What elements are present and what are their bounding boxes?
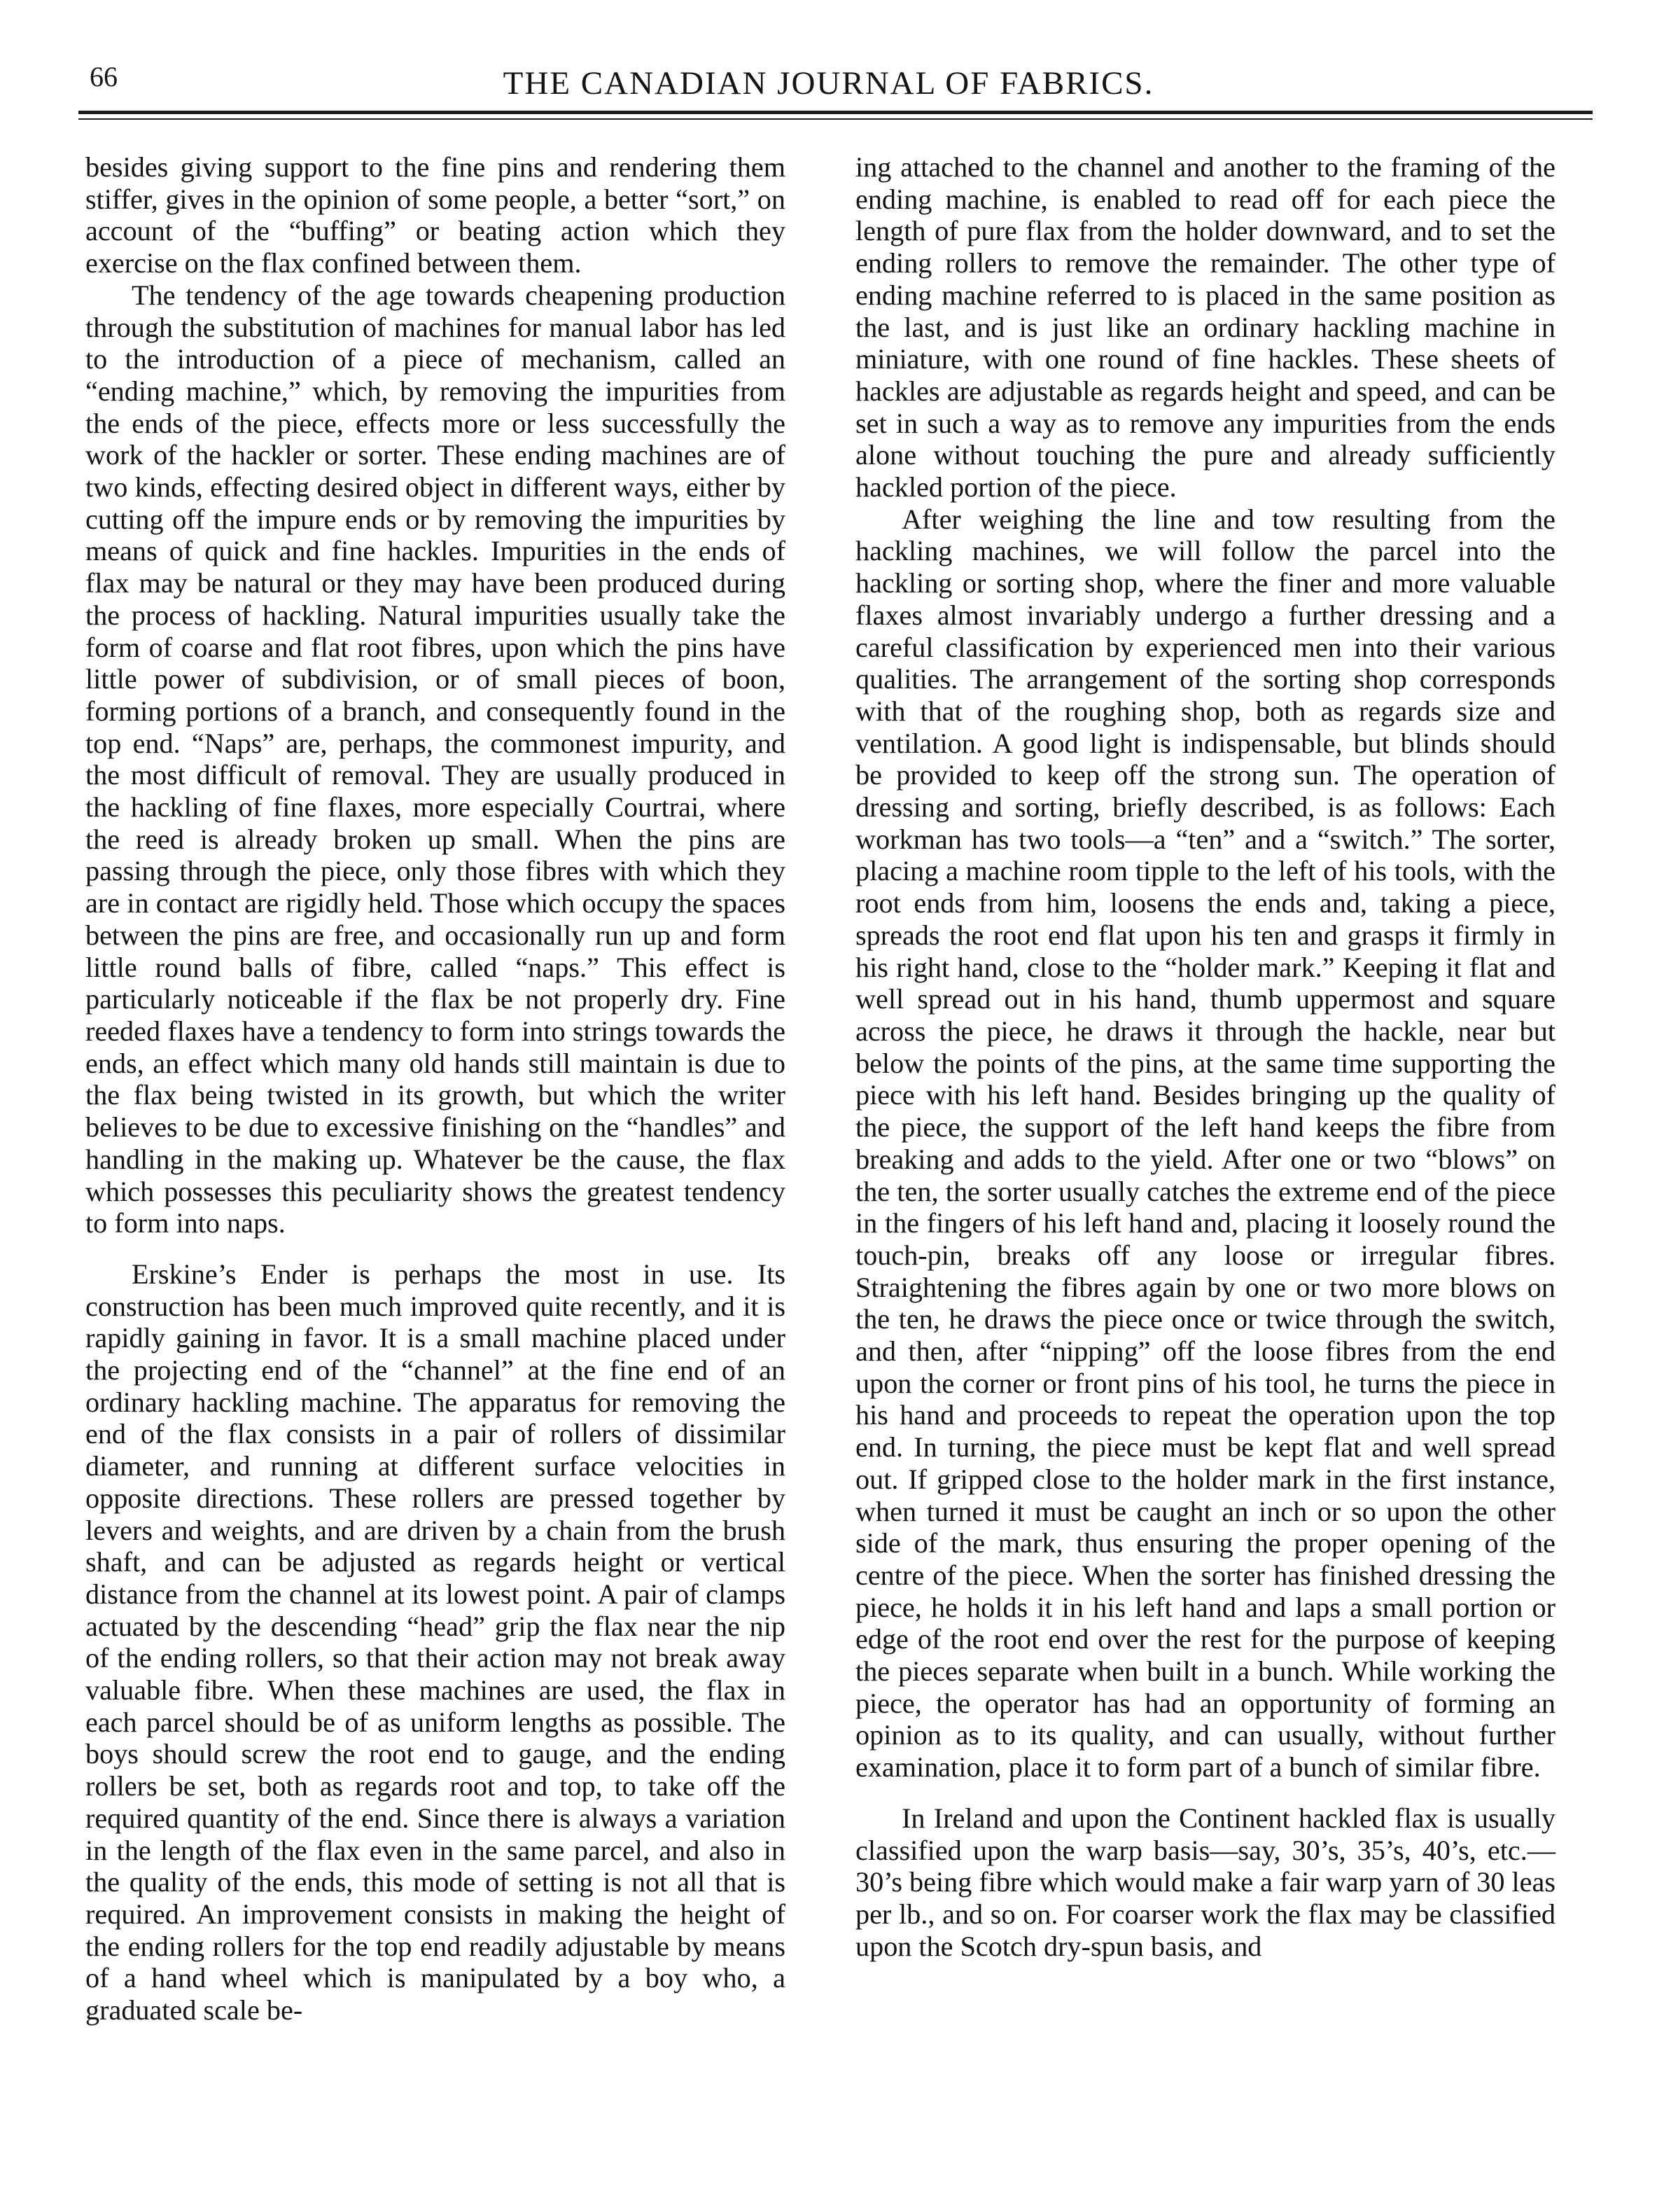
right-column xyxy=(855,151,1555,1962)
paragraph: In Ireland and upon the Continent hackled flax is usually classified upon the warp basis—say, 30’s, 35’s, 40’s, etc.—30’s being fibre which would make a fair warp yarn of 30 leas per lb., and so on. For coarser work the flax may be classified upon the Scotch dry-spun basis, and xyxy=(855,1802,1555,1962)
paragraph: ing attached to the channel and another to the framing of the ending machine, is enabled to read off for each piece the length of pure flax from the holder downward, and to set the ending rollers to remove the remainder. The other type of ending machine referred to is placed in the same position as the last, and is just like an ordinary hackling machine in miniature, with one round of fine hackles. These sheets of hackles are adjustable as regards height and speed, and can be set in such a way as to remove any impurities from the ends alone without touching the pure and already sufficiently hackled portion of the piece. xyxy=(855,151,1555,503)
paragraph: After weighing the line and tow resulting from the hackling machines, we will follow the parcel into the hackling or sorting shop, where the finer and more valuable flaxes almost invariably undergo a further dressing and a careful classification by experienced men into their various qualities. The arrangement of the sorting shop corresponds with that of the roughing shop, both as regards size and ventilation. A good light is indispensable, but blinds should be provided to keep off the strong sun. The operation of dressing and sorting, briefly described, is as follows: Each workman has two tools—a “ten” and a “switch.” The sorter, placing a machine room tipple to the left of his tools, with the root ends from him, loosens the ends and, taking a piece, spreads the root end flat upon his ten and grasps it firmly in his right hand, close to the “holder mark.” Keeping it flat and well spread out in his hand, thumb uppermost and square across the piece, he draws it through the hackle, near but below the points of the pins, at the same time supporting the piece with his left hand. Besides bringing up the quality of the piece, the support of the left hand keeps the fibre from breaking and adds to the yield. After one or two “blows” on the ten, the sorter usually catches the extreme end of the piece in the fingers of his left hand and, placing it loosely round the touch-pin, breaks off any loose or irregular fibres. Straightening the fibres again by one or two more blows on the ten, he draws the piece once or twice through the switch, and then, after “nipping” off the loose fibres from the end upon the corner or front pins of his tool, he turns the piece in his hand and proceeds to repeat the operation upon the top end. In turning, the piece must be kept flat and well spread out. If gripped close to the holder mark in the first instance, when turned it must be caught an inch or so upon the other side of the mark, thus ensuring the proper opening of the centre of the piece. When the sorter has finished dressing the piece, he holds it in his left hand and laps a small portion or edge of the root end over the rest for the purpose of keeping the pieces separate when built in a bunch. While working the piece, the operator has had an opportunity of forming an opinion as to its quality, and can usually, without further examination, place it to form part of a bunch of similar fibre. xyxy=(855,503,1555,1783)
paragraph: besides giving support to the fine pins and rendering them stiffer, gives in the opinion of some people, a better “sort,” on account of the “buffing” or beating action which they exercise on the flax confined between them. xyxy=(85,151,785,279)
paragraph: Erskine’s Ender is perhaps the most in use. Its construction has been much improved quite recently, and it is rapidly gaining in favor. It is a small machine placed under the projecting end of the “channel” at the fine end of an ordinary hackling machine. The apparatus for removing the end of the flax consists in a pair of rollers of dissimilar diameter, and running at different surface velocities in opposite directions. These rollers are pressed together by levers and weights, and are driven by a chain from the brush shaft, and can be adjusted as regards height or vertical distance from the channel at its lowest point. A pair of clamps actuated by the descending “head” grip the flax near the nip of the ending rollers, so that their action may not break away valuable fibre. When these machines are used, the flax in each parcel should be of as uniform lengths as possible. The boys should screw the root end to gauge, and the ending rollers be set, both as regards root and top, to take off the required quantity of the end. Since there is always a variation in the length of the flax even in the same parcel, and also in the quality of the ends, this mode of setting is not all that is required. An improvement consists in making the height of the ending rollers for the top end readily adjustable by means of a hand wheel which is manipulated by a boy who, a graduated scale be- xyxy=(85,1258,785,2026)
header-rule-thin xyxy=(78,118,1593,120)
journal-title: THE CANADIAN JOURNAL OF FABRICS. xyxy=(503,65,1154,102)
left-column xyxy=(85,151,785,2026)
header-rule-thick xyxy=(78,111,1593,114)
page-number: 66 xyxy=(90,61,118,92)
paragraph: The tendency of the age towards cheapening production through the substitution of machines for manual labor has led to the introduction of a piece of mechanism, called an “ending machine,” which, by removing the impurities from the ends of the piece, effects more or less successfully the work of the hackler or sorter. These ending machines are of two kinds, effecting desired object in different ways, either by cutting off the impure ends or by removing the impurities by means of quick and fine hackles. Impurities in the ends of flax may be natural or they may have been produced during the process of hackling. Natural impurities usually take the form of coarse and flat root fibres, upon which the pins have little power of subdivision, or of small pieces of boon, forming portions of a branch, and consequently found in the top end. “Naps” are, perhaps, the commonest impurity, and the most difficult of removal. They are usually produced in the hackling of fine flaxes, more especially Courtrai, where the reed is already broken up small. When the pins are passing through the piece, only those fibres with which they are in contact are rigidly held. Those which occupy the spaces between the pins are free, and occasionally run up and form little round balls of fibre, called “naps.” This effect is particularly noticeable if the flax be not properly dry. Fine reeded flaxes have a tendency to form into strings towards the ends, an effect which many old hands still maintain is due to the flax being twisted in its growth, but which the writer believes to be due to excessive finishing on the “handles” and handling in the making up. Whatever be the cause, the flax which possesses this peculiarity shows the greatest tendency to form into naps. xyxy=(85,279,785,1239)
